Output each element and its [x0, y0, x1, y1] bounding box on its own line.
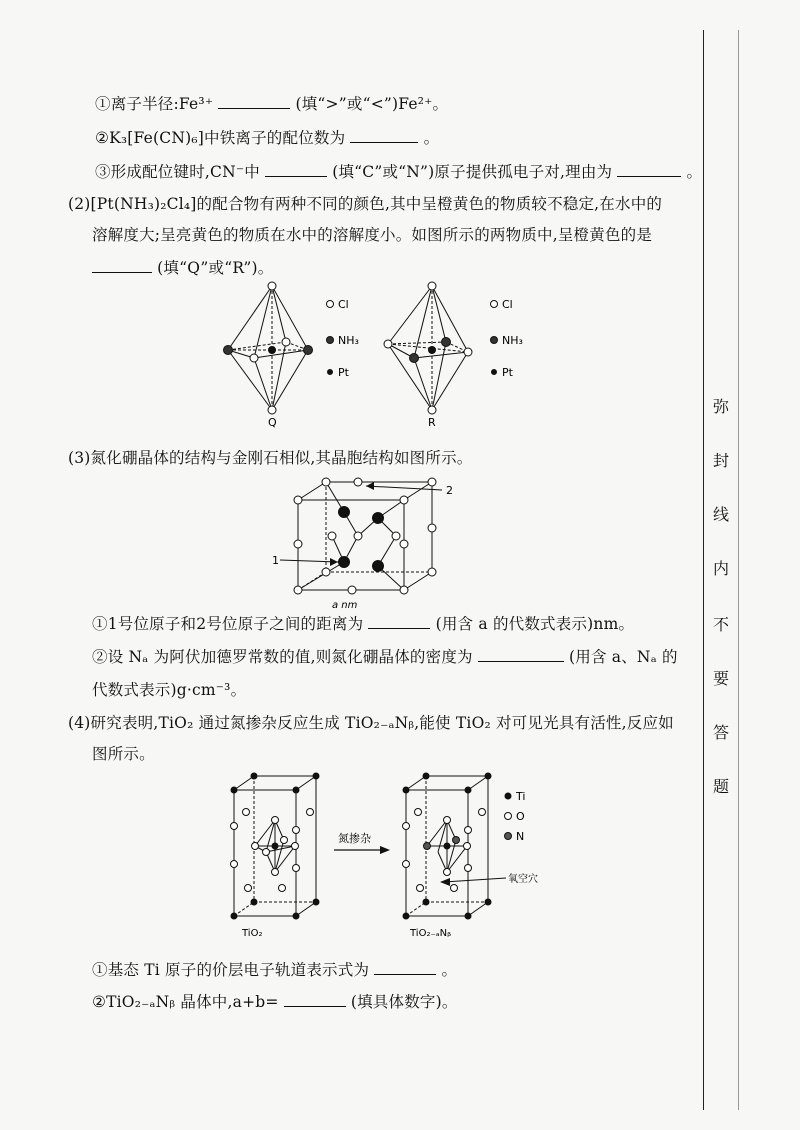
label-q: Q	[268, 416, 277, 428]
q3-item1-text: ①1号位原子和2号位原子之间的距离为	[92, 615, 364, 633]
legend-o: O	[516, 810, 525, 823]
legend-cl-2: Cl	[502, 298, 513, 311]
answer-blank[interactable]	[218, 94, 290, 109]
legend-n: N	[516, 830, 525, 843]
legend-nh3-2: NH₃	[502, 334, 523, 347]
legend-pt-2: Pt	[502, 366, 513, 379]
q1-item3-text-mid: (填“C”或“N”)原子提供孤电子对,理由为	[332, 163, 613, 181]
legend-ti: Ti	[516, 790, 526, 803]
answer-blank[interactable]	[265, 162, 327, 177]
complex-r	[388, 286, 468, 410]
margin-char: 题	[712, 777, 729, 796]
answer-blank[interactable]	[374, 960, 436, 975]
q1-item1-text: ①离子半径:Fe³⁺	[95, 95, 214, 113]
bn-cell-figure	[270, 472, 460, 612]
q1-item2-text-end: 。	[423, 129, 440, 147]
q4-item1	[92, 958, 457, 980]
margin-char: 不	[712, 615, 729, 634]
legend-r	[491, 301, 498, 375]
q4-item2-text-end: (填具体数字)。	[350, 993, 458, 1011]
q3-item1-text-end: (用含 a 的代数式表示)nm。	[435, 615, 635, 633]
margin-char: 封	[712, 451, 729, 470]
margin-char: 弥	[712, 397, 729, 416]
label-1: 1	[272, 554, 279, 567]
answer-blank[interactable]	[478, 647, 564, 662]
q4-item2-text: ②TiO₂₋ₐNᵦ 晶体中,a+b=	[92, 993, 279, 1011]
margin-char: 内	[712, 559, 729, 578]
answer-blank[interactable]	[92, 258, 152, 273]
q3-item2-text: ②设 Nₐ 为阿伏加德罗常数的值,则氮化硼晶体的密度为	[92, 648, 473, 666]
q3-item2-line2: 代数式表示)g·cm⁻³。	[92, 681, 247, 699]
q1-item3-text-end: 。	[686, 163, 703, 181]
margin-char: 答	[712, 723, 729, 742]
q1-item2	[95, 126, 439, 148]
q1-item3	[95, 160, 702, 182]
label-2: 2	[446, 484, 453, 497]
pt-complex-figure	[210, 278, 550, 428]
q1-item1-text-end: (填“>”或“<”)Fe²⁺。	[295, 95, 449, 113]
q4-item1-text: ①基态 Ti 原子的价层电子轨道表示式为	[92, 961, 370, 979]
margin-char: 要	[712, 669, 729, 688]
q1-item3-text: ③形成配位键时,CN⁻中	[95, 163, 260, 181]
q1-item2-text: ②K₃[Fe(CN)₆]中铁离子的配位数为	[95, 129, 346, 147]
q3-item1	[92, 612, 634, 634]
q4-line1: (4)研究表明,TiO₂ 通过氮掺杂反应生成 TiO₂₋ₐNᵦ,能使 TiO₂ 对可见光具有活性,反应如	[68, 714, 674, 732]
q4-item2	[92, 990, 458, 1012]
answer-blank[interactable]	[368, 614, 430, 629]
q4-item1-text-end: 。	[441, 961, 458, 979]
q2-line3-text: (填“Q”或“R”)。	[157, 259, 274, 277]
q3-item2	[92, 645, 678, 667]
complex-q	[228, 286, 308, 410]
q2-line2: 溶解度大;呈亮黄色的物质在水中的溶解度小。如图所示的两物质中,呈橙黄色的是	[92, 226, 653, 244]
q3-item2-text-end: (用含 a、Nₐ 的	[569, 648, 678, 666]
q3-line1: (3)氮化硼晶体的结构与金刚石相似,其晶胞结构如图所示。	[68, 449, 473, 467]
legend-cl: Cl	[338, 298, 349, 311]
answer-blank[interactable]	[284, 992, 346, 1007]
q2-line3	[92, 256, 273, 278]
label-a-nm: a nm	[332, 600, 358, 611]
label-tio2: TiO₂	[242, 928, 263, 939]
q1-item1	[95, 92, 448, 114]
q2-line1: (2)[Pt(NH₃)₂Cl₄]的配合物有两种不同的颜色,其中呈橙黄色的物质较不稳定,在水中的	[68, 195, 663, 213]
legend-q	[327, 301, 334, 375]
margin-char: 线	[712, 505, 729, 524]
legend-nh3: NH₃	[338, 334, 359, 347]
label-r: R	[428, 416, 436, 428]
arrow-label: 氮掺杂	[338, 832, 371, 845]
tio2-doping-figure	[210, 768, 550, 946]
vacancy-label: 氧空穴	[508, 874, 538, 885]
q4-line2: 图所示。	[92, 745, 155, 763]
label-tio2-n: TiO₂₋ₐNᵦ	[410, 928, 452, 939]
answer-blank[interactable]	[617, 162, 681, 177]
seal-line	[703, 30, 704, 1110]
legend-pt: Pt	[338, 366, 349, 379]
margin-border	[738, 30, 739, 1110]
answer-blank[interactable]	[350, 128, 418, 143]
